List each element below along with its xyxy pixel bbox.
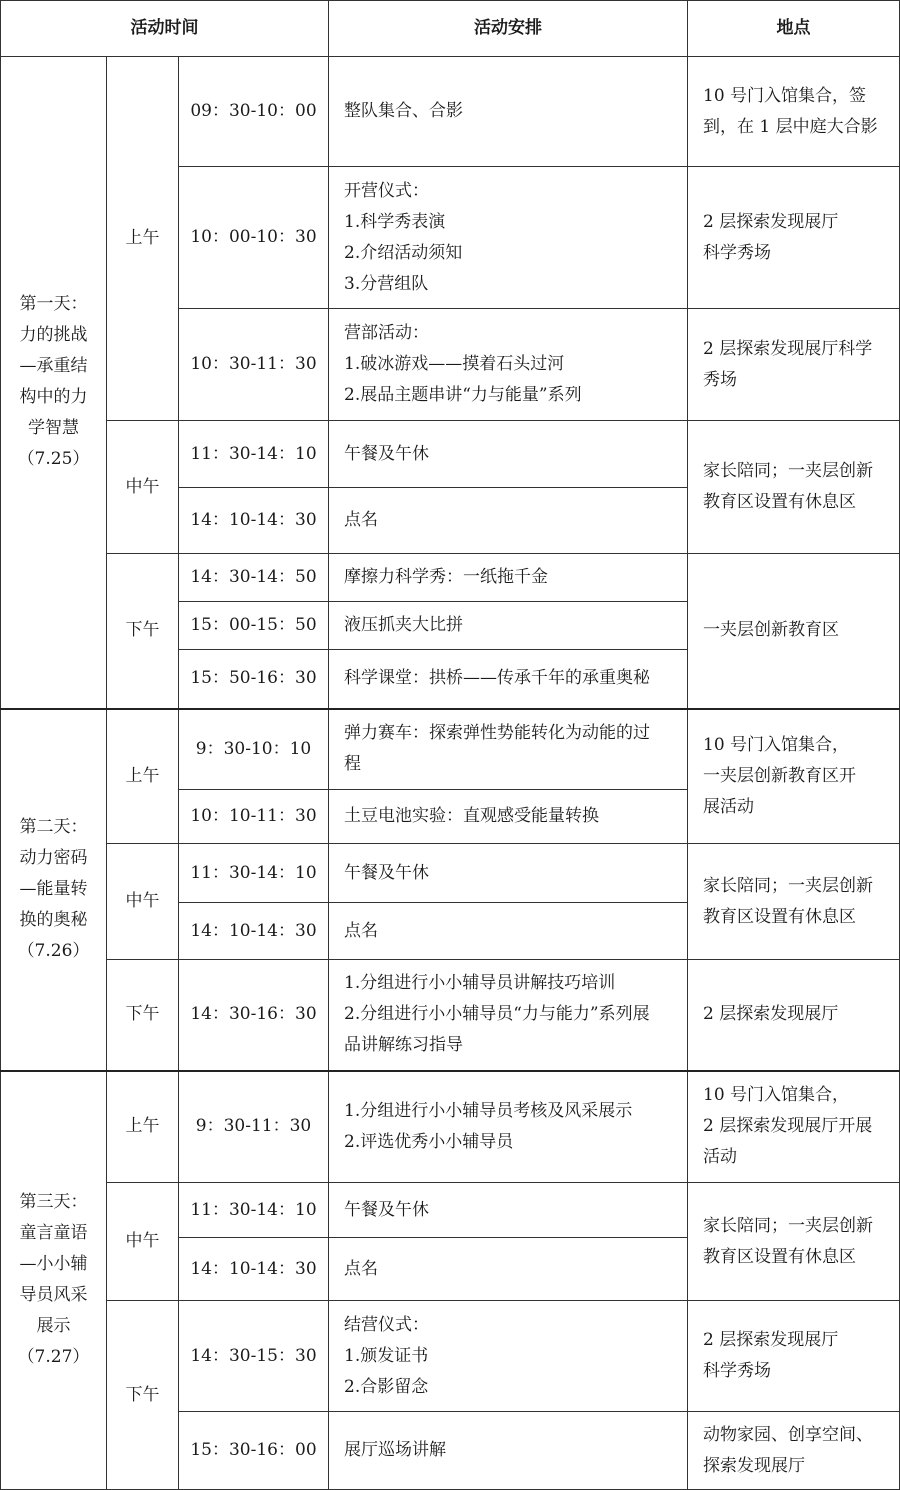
text-line: 家长陪同；一夹层创新 (703, 1215, 873, 1236)
period-label: 上午 (107, 709, 179, 844)
text-line: 2 层探索发现展厅 (703, 1330, 839, 1350)
schedule-body (1, 57, 900, 1490)
period-label: 下午 (107, 1301, 179, 1490)
text-line: 10 号门入馆集合， (703, 1085, 850, 1106)
header-time: 活动时间 (1, 1, 329, 57)
text-line: 2 层探索发现展厅 (703, 1004, 839, 1025)
schedule-row (1, 1301, 900, 1412)
location-cell (688, 421, 900, 554)
text-line: 科学秀场 (703, 242, 771, 263)
activity-cell (329, 844, 688, 903)
activity-cell (329, 650, 688, 709)
text-line: 第一天： (19, 294, 88, 315)
location-cell (688, 844, 900, 960)
text-line: 点名 (344, 1258, 378, 1279)
text-line: 教育区设置有休息区 (703, 492, 856, 512)
schedule-row (1, 421, 900, 488)
text-line: 动力密码 (19, 848, 88, 868)
location-cell (688, 1301, 900, 1412)
time-cell: 10：10-11：30 (179, 790, 329, 844)
text-line: 构中的力 (19, 387, 88, 408)
time-cell: 15：00-15：50 (179, 602, 329, 650)
period-label: 中午 (107, 844, 179, 960)
activity-cell (329, 1071, 688, 1183)
activity-cell (329, 488, 688, 554)
text-line: 展示 (36, 1316, 71, 1337)
text-line: 午餐及午休 (344, 862, 429, 883)
text-line: 教育区设置有休息区 (703, 1246, 856, 1267)
text-line: 2.展品主题串讲“力与能量”系列 (344, 385, 582, 405)
activity-cell (329, 554, 688, 602)
time-cell: 15：50-16：30 (179, 650, 329, 709)
text-line: 活动 (703, 1147, 737, 1168)
activity-cell (329, 709, 688, 790)
time-cell: 11：30-14：10 (179, 844, 329, 903)
text-line: 1.破冰游戏——摸着石头过河 (344, 354, 565, 374)
location-cell (688, 57, 900, 167)
day-label (1, 57, 107, 709)
text-line: 换的奥秘 (19, 910, 88, 930)
location-cell (688, 167, 900, 309)
text-line: 点名 (344, 510, 378, 530)
period-label: 下午 (107, 960, 179, 1071)
text-line: 3.分营组队 (344, 273, 429, 294)
activity-cell (329, 309, 688, 421)
activity-cell (329, 1301, 688, 1412)
text-line: 一夹层创新教育区 (703, 620, 839, 641)
header-location: 地点 (688, 1, 900, 57)
time-cell: 9：30-10：10 (179, 709, 329, 790)
time-cell: 14：10-14：30 (179, 1238, 329, 1301)
activity-cell (329, 790, 688, 844)
text-line: 液压抓夹大比拼 (344, 615, 463, 635)
text-line: 动物家园、创享空间、 (703, 1424, 873, 1445)
schedule-row (1, 1183, 900, 1238)
period-label: 下午 (107, 554, 179, 709)
text-line: 2.评选优秀小小辅导员 (344, 1131, 514, 1152)
text-line: —能量转 (19, 879, 88, 899)
text-line: 2 层探索发现展厅 (703, 211, 839, 232)
time-cell: 11：30-14：10 (179, 421, 329, 488)
text-line: 秀场 (703, 369, 737, 390)
location-cell (688, 960, 900, 1071)
activity-cell (329, 167, 688, 309)
text-line: 1.科学秀表演 (344, 211, 446, 232)
text-line: 整队集合、合影 (344, 101, 463, 121)
text-line: 10 号门入馆集合， (703, 734, 850, 755)
text-line: 点名 (344, 920, 378, 941)
text-line: （7.27） (17, 1347, 90, 1368)
text-line: 探索发现展厅 (703, 1455, 805, 1476)
text-line: 2 层探索发现展厅科学 (703, 338, 873, 359)
period-label: 中午 (107, 1183, 179, 1301)
text-line: 展活动 (703, 796, 754, 817)
text-line: —小小辅 (19, 1254, 88, 1275)
activity-cell (329, 960, 688, 1071)
text-line: 第三天： (19, 1192, 88, 1213)
time-cell: 11：30-14：10 (179, 1183, 329, 1238)
time-cell: 10：00-10：30 (179, 167, 329, 309)
text-line: 科学秀场 (703, 1361, 771, 1381)
text-line: 教育区设置有休息区 (703, 906, 856, 927)
text-line: 到，在 1 层中庭大合影 (703, 116, 878, 137)
activity-cell (329, 1238, 688, 1301)
schedule-row (1, 844, 900, 903)
text-line: 1.分组进行小小辅导员考核及风采展示 (344, 1100, 633, 1121)
text-line: —承重结 (19, 356, 88, 377)
schedule-row (1, 57, 900, 167)
activity-cell (329, 421, 688, 488)
header-row (1, 1, 900, 57)
text-line: （7.26） (17, 941, 90, 961)
location-cell (688, 709, 900, 844)
text-line: 开营仪式： (344, 180, 429, 201)
text-line: 2.介绍活动须知 (344, 242, 463, 263)
text-line: 午餐及午休 (344, 443, 429, 464)
activity-cell (329, 1183, 688, 1238)
text-line: 家长陪同；一夹层创新 (703, 875, 873, 896)
text-line: 结营仪式： (344, 1314, 429, 1335)
activity-cell (329, 903, 688, 960)
day-label (1, 1071, 107, 1490)
text-line: 弹力赛车：探索弹性势能转化为动能的过 (344, 723, 650, 744)
text-line: 摩擦力科学秀：一纸拖千金 (344, 567, 548, 587)
schedule-row (1, 960, 900, 1071)
text-line: 2 层探索发现展厅开展 (703, 1116, 873, 1137)
text-line: 土豆电池实验：直观感受能量转换 (344, 806, 599, 826)
location-cell (688, 309, 900, 421)
day-label (1, 709, 107, 1071)
text-line: 程 (344, 754, 361, 775)
text-line: 1.分组进行小小辅导员讲解技巧培训 (344, 973, 616, 994)
schedule-row (1, 709, 900, 790)
text-line: 午餐及午休 (344, 1199, 429, 1220)
activity-cell (329, 1412, 688, 1490)
time-cell: 14：10-14：30 (179, 903, 329, 960)
activity-cell (329, 57, 688, 167)
text-line: 家长陪同；一夹层创新 (703, 461, 873, 481)
text-line: 学智慧 (28, 418, 79, 439)
schedule-row (1, 554, 900, 602)
text-line: 10 号门入馆集合，签 (703, 85, 867, 106)
text-line: 导员风采 (19, 1285, 88, 1306)
text-line: 品讲解练习指导 (344, 1035, 463, 1056)
text-line: 第二天： (19, 817, 88, 837)
schedule-row (1, 1071, 900, 1183)
text-line: 童言童语 (19, 1223, 88, 1244)
header-arrangement: 活动安排 (329, 1, 688, 57)
location-cell (688, 1412, 900, 1490)
text-line: 营部活动： (344, 323, 429, 343)
text-line: 1.颁发证书 (344, 1345, 429, 1366)
text-line: 展厅巡场讲解 (344, 1440, 446, 1460)
text-line: （7.25） (17, 449, 90, 470)
period-label: 中午 (107, 421, 179, 554)
period-label: 上午 (107, 1071, 179, 1183)
text-line: 科学课堂：拱桥——传承千年的承重奥秘 (344, 668, 650, 689)
text-line: 2.分组进行小小辅导员“力与能力”系列展 (344, 1004, 650, 1025)
time-cell: 14：30-14：50 (179, 554, 329, 602)
activity-cell (329, 602, 688, 650)
text-line: 一夹层创新教育区开 (703, 765, 856, 786)
time-cell: 15：30-16：00 (179, 1412, 329, 1490)
time-cell: 14：10-14：30 (179, 488, 329, 554)
time-cell: 10：30-11：30 (179, 309, 329, 421)
time-cell: 14：30-16：30 (179, 960, 329, 1071)
location-cell (688, 1071, 900, 1183)
text-line: 2.合影留念 (344, 1376, 429, 1397)
location-cell (688, 1183, 900, 1301)
time-cell: 09：30-10：00 (179, 57, 329, 167)
text-line: 力的挑战 (19, 325, 88, 346)
time-cell: 9：30-11：30 (179, 1071, 329, 1183)
location-cell (688, 554, 900, 709)
time-cell: 14：30-15：30 (179, 1301, 329, 1412)
period-label: 上午 (107, 57, 179, 421)
